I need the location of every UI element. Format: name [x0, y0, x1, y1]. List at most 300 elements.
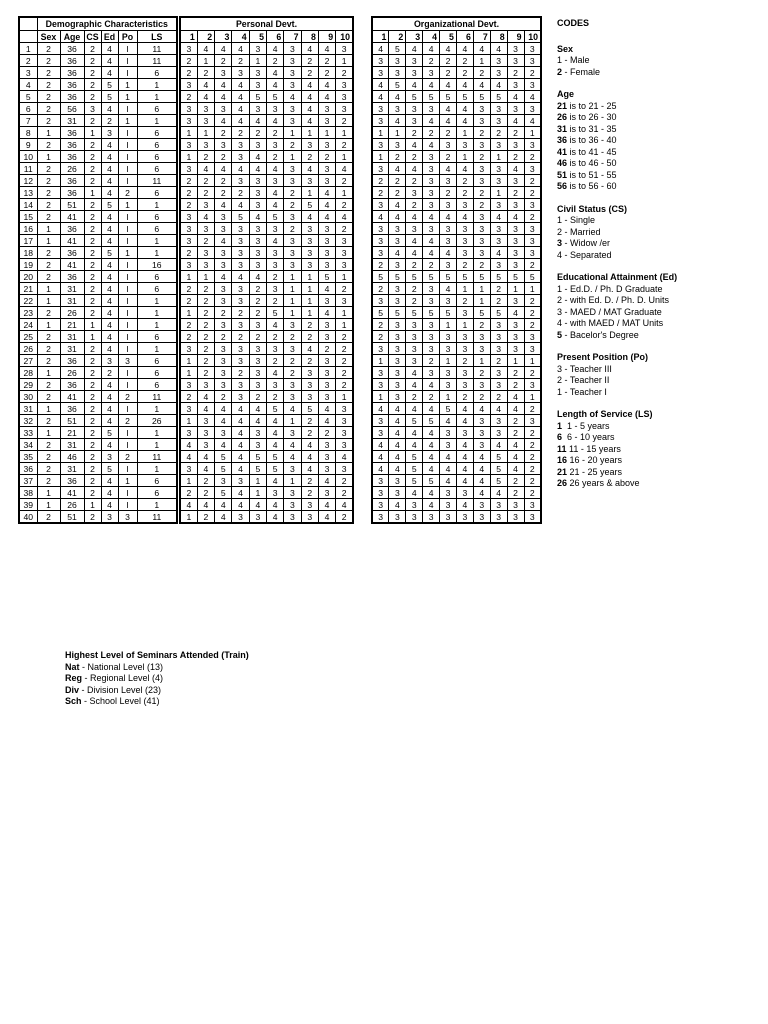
pers-cell: 3 — [266, 103, 283, 115]
org-cell: 2 — [507, 415, 524, 427]
demo-cell: 11 — [137, 43, 177, 55]
demo-cell: 36 — [60, 247, 84, 259]
org-cell: 4 — [456, 103, 473, 115]
table-row — [372, 427, 541, 439]
demo-cell: I — [118, 487, 137, 499]
demo-cell: 2 — [84, 367, 101, 379]
org-cell: 4 — [440, 115, 457, 127]
code-item — [557, 238, 762, 250]
pers-cell: 3 — [197, 427, 214, 439]
demo-cell: 51 — [60, 199, 84, 211]
code-key: 3 — [557, 238, 563, 248]
pers-cell: 4 — [249, 271, 266, 283]
table-row — [19, 91, 177, 103]
pers-cell: 3 — [232, 343, 249, 355]
pers-cell: 1 — [336, 127, 353, 139]
pers-cell: 4 — [197, 403, 214, 415]
demo-cell: 2 — [37, 139, 60, 151]
organizational-devt-title: Organizational Devt. — [372, 17, 541, 31]
demo-cell: 1 — [84, 127, 101, 139]
org-cell: 4 — [507, 451, 524, 463]
pers-cell: 3 — [336, 427, 353, 439]
org-cell: 3 — [440, 427, 457, 439]
org-cell: 3 — [406, 499, 423, 511]
org-cell: 1 — [524, 283, 541, 295]
demo-cell: 2 — [84, 199, 101, 211]
demo-cell: 1 — [37, 367, 60, 379]
pers-cell: 2 — [336, 331, 353, 343]
pers-cell: 3 — [284, 391, 301, 403]
pers-cell: 2 — [197, 151, 214, 163]
table-row — [180, 187, 353, 199]
pers-cell: 4 — [266, 367, 283, 379]
org-cell: 1 — [473, 355, 490, 367]
demo-cell: 3 — [101, 127, 118, 139]
demo-cell: 4 — [101, 211, 118, 223]
pers-cell: 3 — [232, 259, 249, 271]
table-row — [372, 403, 541, 415]
pers-cell: 2 — [301, 151, 318, 163]
pers-cell: 3 — [249, 235, 266, 247]
org-cell: 3 — [507, 319, 524, 331]
pers-cell: 1 — [284, 151, 301, 163]
pers-cell: 4 — [197, 451, 214, 463]
pers-cell: 2 — [336, 367, 353, 379]
pers-cell: 3 — [284, 343, 301, 355]
pers-cell: 3 — [318, 139, 335, 151]
demo-cell: I — [118, 295, 137, 307]
org-cell: 4 — [372, 403, 389, 415]
org-cell: 3 — [507, 43, 524, 55]
pers-cell: 4 — [197, 79, 214, 91]
pers-cell: 4 — [232, 91, 249, 103]
table-row — [372, 163, 541, 175]
org-cell: 3 — [440, 379, 457, 391]
org-cell: 3 — [456, 307, 473, 319]
pers-cell: 2 — [197, 355, 214, 367]
demo-cell: 3 — [118, 511, 137, 524]
org-cell: 2 — [507, 427, 524, 439]
org-cell: 4 — [406, 487, 423, 499]
pers-cell: 4 — [336, 499, 353, 511]
demo-cell: 1 — [37, 499, 60, 511]
pers-cell: 4 — [318, 91, 335, 103]
org-cell: 3 — [372, 223, 389, 235]
pers-cell: 3 — [249, 247, 266, 259]
demo-cell: 36 — [60, 91, 84, 103]
org-cell: 2 — [456, 391, 473, 403]
org-cell: 4 — [389, 463, 406, 475]
table-row — [180, 223, 353, 235]
table-row — [19, 235, 177, 247]
org-cell: 3 — [440, 235, 457, 247]
pers-cell: 4 — [266, 499, 283, 511]
pers-cell: 2 — [180, 187, 197, 199]
pers-cell: 1 — [284, 283, 301, 295]
pers-cell: 4 — [266, 199, 283, 211]
pers-cell: 3 — [336, 259, 353, 271]
org-cell: 3 — [473, 379, 490, 391]
demo-cell: 4 — [101, 283, 118, 295]
pers-cell: 5 — [266, 91, 283, 103]
org-cell: 1 — [389, 127, 406, 139]
demo-cell: 4 — [101, 175, 118, 187]
pers-cell: 3 — [232, 223, 249, 235]
org-cell: 3 — [423, 175, 440, 187]
org-cell: 3 — [372, 415, 389, 427]
pers-cell: 3 — [301, 499, 318, 511]
pers-cell: 2 — [318, 151, 335, 163]
demo-cell: 31 — [60, 343, 84, 355]
table-row — [19, 463, 177, 475]
table-row — [372, 115, 541, 127]
pers-cell: 4 — [318, 403, 335, 415]
org-cell: 4 — [524, 91, 541, 103]
demo-cell: 11 — [137, 451, 177, 463]
pers-cell: 3 — [336, 43, 353, 55]
org-cell: 1 — [456, 283, 473, 295]
demo-cell: 6 — [137, 223, 177, 235]
org-cell: 5 — [456, 271, 473, 283]
code-value: is to 41 - 45 — [567, 146, 617, 157]
org-cell: 4 — [389, 115, 406, 127]
pers-cell: 3 — [215, 223, 232, 235]
codes-legend — [557, 18, 762, 501]
pers-cell: 2 — [336, 283, 353, 295]
pers-cell: 2 — [232, 187, 249, 199]
table-row — [19, 439, 177, 451]
org-cell: 3 — [524, 103, 541, 115]
demo-cell: I — [118, 211, 137, 223]
pers-cell: 5 — [301, 199, 318, 211]
pers-cell: 3 — [301, 247, 318, 259]
demo-cell: 1 — [118, 91, 137, 103]
pers-cell: 3 — [232, 247, 249, 259]
row-number: 39 — [19, 499, 37, 511]
pers-col-header: 5 — [249, 31, 266, 43]
org-cell: 2 — [473, 151, 490, 163]
pers-cell: 3 — [284, 319, 301, 331]
pers-cell: 2 — [215, 187, 232, 199]
pers-cell: 1 — [197, 55, 214, 67]
pers-cell: 4 — [301, 103, 318, 115]
org-cell: 2 — [423, 391, 440, 403]
pers-cell: 2 — [301, 319, 318, 331]
code-item — [557, 432, 762, 444]
org-cell: 3 — [490, 343, 507, 355]
org-cell: 3 — [372, 163, 389, 175]
pers-cell: 4 — [232, 403, 249, 415]
pers-cell: 3 — [249, 103, 266, 115]
demo-cell: 6 — [137, 151, 177, 163]
pers-cell: 3 — [232, 151, 249, 163]
org-cell: 2 — [473, 187, 490, 199]
demo-cell: 2 — [84, 295, 101, 307]
pers-cell: 5 — [215, 463, 232, 475]
org-cell: 2 — [423, 355, 440, 367]
pers-cell: 2 — [249, 283, 266, 295]
demo-cell: 2 — [37, 415, 60, 427]
org-cell: 3 — [406, 103, 423, 115]
org-cell: 3 — [507, 79, 524, 91]
pers-cell: 3 — [284, 511, 301, 524]
org-cell: 4 — [406, 163, 423, 175]
pers-cell: 3 — [336, 79, 353, 91]
training-item — [65, 673, 249, 685]
pers-cell: 2 — [336, 139, 353, 151]
demo-cell: 6 — [137, 283, 177, 295]
pers-cell: 4 — [232, 103, 249, 115]
pers-cell: 4 — [249, 403, 266, 415]
org-cell: 3 — [389, 103, 406, 115]
org-cell: 4 — [473, 43, 490, 55]
demo-cell: 4 — [101, 151, 118, 163]
org-cell: 2 — [473, 319, 490, 331]
demo-cell: 5 — [101, 91, 118, 103]
org-cell: 4 — [423, 211, 440, 223]
table-row — [19, 307, 177, 319]
table-row — [180, 463, 353, 475]
org-cell: 1 — [524, 391, 541, 403]
org-cell: 3 — [406, 355, 423, 367]
org-cell: 2 — [524, 67, 541, 79]
org-cell: 2 — [524, 259, 541, 271]
org-cell: 3 — [440, 331, 457, 343]
demo-cell: I — [118, 127, 137, 139]
org-cell: 3 — [372, 115, 389, 127]
demo-cell: I — [118, 463, 137, 475]
demo-col-header: Age — [60, 31, 84, 43]
org-cell: 2 — [507, 67, 524, 79]
org-cell: 4 — [490, 403, 507, 415]
pers-cell: 4 — [215, 415, 232, 427]
pers-cell: 3 — [249, 355, 266, 367]
org-cell: 4 — [456, 43, 473, 55]
pers-cell: 2 — [215, 307, 232, 319]
org-cell: 3 — [456, 427, 473, 439]
org-cell: 4 — [406, 439, 423, 451]
org-cell: 2 — [473, 259, 490, 271]
code-value: 16 - 20 years — [567, 455, 623, 465]
row-number-header — [19, 17, 37, 31]
pers-cell: 5 — [249, 463, 266, 475]
row-number: 7 — [19, 115, 37, 127]
org-cell: 4 — [473, 403, 490, 415]
pers-cell: 1 — [180, 475, 197, 487]
org-cell: 4 — [440, 463, 457, 475]
pers-cell: 3 — [318, 391, 335, 403]
code-key: 26 — [557, 112, 568, 122]
org-cell: 3 — [524, 235, 541, 247]
pers-cell: 1 — [180, 367, 197, 379]
pers-cell: 3 — [284, 67, 301, 79]
pers-cell: 5 — [266, 463, 283, 475]
code-item — [557, 158, 762, 170]
pers-cell: 3 — [180, 379, 197, 391]
org-cell: 4 — [490, 211, 507, 223]
table-row — [19, 379, 177, 391]
pers-cell: 2 — [284, 187, 301, 199]
demo-cell: 4 — [101, 499, 118, 511]
table-row — [180, 439, 353, 451]
demo-cell: I — [118, 43, 137, 55]
pers-cell: 2 — [197, 367, 214, 379]
pers-cell: 3 — [318, 163, 335, 175]
table-row — [180, 307, 353, 319]
org-cell: 3 — [423, 223, 440, 235]
demo-cell: 1 — [37, 403, 60, 415]
org-cell: 3 — [473, 331, 490, 343]
pers-cell: 3 — [301, 235, 318, 247]
code-value: is to 56 - 60 — [567, 181, 617, 191]
table-row — [180, 391, 353, 403]
org-cell: 4 — [456, 439, 473, 451]
code-value: 3 - Teacher III — [557, 363, 612, 374]
row-number: 5 — [19, 91, 37, 103]
code-item — [557, 307, 762, 319]
org-cell: 3 — [372, 247, 389, 259]
code-item — [557, 124, 762, 136]
demo-cell: 36 — [60, 67, 84, 79]
demo-cell: 16 — [137, 259, 177, 271]
pers-cell: 3 — [318, 439, 335, 451]
code-key: 2 — [557, 66, 563, 77]
pers-cell: 4 — [301, 211, 318, 223]
demo-cell: 1 — [37, 487, 60, 499]
org-cell: 3 — [507, 175, 524, 187]
demo-cell: 6 — [137, 187, 177, 199]
code-item — [557, 364, 762, 376]
org-cell: 3 — [423, 331, 440, 343]
table-row — [372, 175, 541, 187]
pers-cell: 2 — [180, 295, 197, 307]
pers-cell: 3 — [180, 139, 197, 151]
org-cell: 2 — [524, 307, 541, 319]
table-row — [19, 343, 177, 355]
code-value: is to 31 - 35 — [567, 123, 617, 134]
pers-cell: 2 — [266, 331, 283, 343]
org-cell: 3 — [406, 115, 423, 127]
row-number: 3 — [19, 67, 37, 79]
demo-cell: 36 — [60, 187, 84, 199]
org-cell: 3 — [372, 55, 389, 67]
demo-cell: I — [118, 319, 137, 331]
demo-cell: I — [118, 175, 137, 187]
org-cell: 3 — [440, 499, 457, 511]
demo-cell: 6 — [137, 139, 177, 151]
demo-cell: 2 — [84, 391, 101, 403]
org-cell: 3 — [490, 511, 507, 524]
demo-cell: 4 — [101, 43, 118, 55]
table-row — [372, 487, 541, 499]
org-cell: 1 — [440, 355, 457, 367]
org-cell: 5 — [406, 415, 423, 427]
demo-cell: 4 — [101, 103, 118, 115]
org-cell: 2 — [456, 55, 473, 67]
table-row — [180, 511, 353, 524]
code-item — [557, 330, 762, 342]
demo-cell: 1 — [84, 499, 101, 511]
demo-cell: I — [118, 499, 137, 511]
org-cell: 1 — [490, 151, 507, 163]
demo-cell: 36 — [60, 55, 84, 67]
org-cell: 3 — [473, 415, 490, 427]
pers-cell: 3 — [249, 175, 266, 187]
demo-cell: 31 — [60, 463, 84, 475]
demo-col-header: Sex — [37, 31, 60, 43]
pers-cell: 4 — [215, 115, 232, 127]
org-cell: 4 — [440, 43, 457, 55]
demo-cell: 6 — [137, 475, 177, 487]
demo-cell: 4 — [101, 379, 118, 391]
org-cell: 3 — [372, 367, 389, 379]
pers-cell: 4 — [249, 115, 266, 127]
demo-cell: 1 — [37, 223, 60, 235]
pers-cell: 3 — [284, 235, 301, 247]
pers-cell: 3 — [249, 319, 266, 331]
org-cell: 3 — [389, 55, 406, 67]
org-cell: 2 — [406, 391, 423, 403]
demo-cell: 51 — [60, 511, 84, 524]
demo-cell: 3 — [101, 511, 118, 524]
org-cell: 4 — [423, 451, 440, 463]
code-value: 2 - Married — [557, 226, 601, 237]
pers-cell: 3 — [232, 235, 249, 247]
pers-cell: 4 — [249, 415, 266, 427]
demo-cell: 2 — [37, 103, 60, 115]
pers-cell: 3 — [318, 223, 335, 235]
pers-cell: 3 — [232, 139, 249, 151]
demo-cell: 4 — [101, 139, 118, 151]
org-col-header: 7 — [473, 31, 490, 43]
table-row — [372, 271, 541, 283]
demo-cell: 31 — [60, 283, 84, 295]
pers-cell: 1 — [180, 307, 197, 319]
demo-cell: 1 — [84, 331, 101, 343]
pers-cell: 3 — [336, 295, 353, 307]
pers-cell: 3 — [180, 79, 197, 91]
org-cell: 2 — [473, 67, 490, 79]
demo-col-header: LS — [137, 31, 177, 43]
org-cell: 2 — [440, 127, 457, 139]
org-cell: 3 — [389, 367, 406, 379]
demo-cell: 2 — [37, 271, 60, 283]
pers-cell: 4 — [301, 43, 318, 55]
row-number: 26 — [19, 343, 37, 355]
org-cell: 1 — [524, 355, 541, 367]
org-cell: 4 — [507, 307, 524, 319]
org-col-header: 5 — [440, 31, 457, 43]
pers-cell: 4 — [284, 439, 301, 451]
table-row — [372, 199, 541, 211]
demo-cell: 2 — [84, 115, 101, 127]
org-cell: 2 — [524, 403, 541, 415]
pers-cell: 3 — [180, 235, 197, 247]
pers-cell: 2 — [215, 127, 232, 139]
pers-cell: 3 — [249, 79, 266, 91]
demo-cell: 2 — [84, 487, 101, 499]
code-value: 21 - 25 years — [567, 466, 623, 477]
pers-cell: 2 — [266, 391, 283, 403]
org-cell: 3 — [490, 199, 507, 211]
org-cell: 3 — [423, 187, 440, 199]
org-cell: 5 — [440, 403, 457, 415]
org-cell: 2 — [507, 367, 524, 379]
org-cell: 4 — [389, 199, 406, 211]
pers-cell: 2 — [301, 427, 318, 439]
pers-cell: 4 — [301, 91, 318, 103]
demo-cell: 21 — [60, 427, 84, 439]
